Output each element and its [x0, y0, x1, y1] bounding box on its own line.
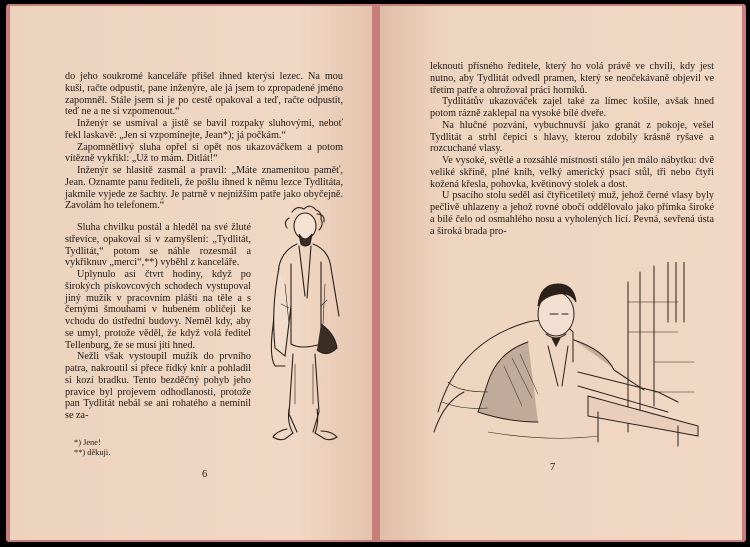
left-page-text-top [65, 71, 343, 212]
paragraph: U psacího stolu seděl asi čtyřicetiletý muž, jehož černé vlasy byly pečlivě uhlazeny a jehož rovné obočí oddělovalo jako přímka široké a bílé čelo od osmahlého nosu a vyholených lící. Pevná, sevřená ústa a široká brada pro- [430, 190, 714, 237]
right-page [380, 6, 742, 540]
left-page-text-column [65, 222, 251, 422]
footnotes [64, 438, 110, 457]
paragraph: Inženýr se hlasitě zasmál a pravil: „Máte znamenitou paměť, Jean. Oznamte panu řediteli, že pošlu ihned k němu lezce Tydlitáta, jakmile vyjede ze šachty. Je patrně v nejnižším patře jako obyčejně. Zavolám ho telefonem.“ [65, 165, 343, 212]
left-page [10, 6, 372, 540]
paragraph: leknouti přísného ředitele, který ho volá právě ve chvíli, kdy jest nutno, aby Tydlitát odvedl pramen, který se neočekávaně objevil ve třetím patře a ohrožoval práci horníků. [430, 61, 714, 96]
paragraph: Sluha chvilku postál a hleděl na své žluté střevíce, opakoval si v zamyšlení: „Tydlitát, Tydlitát,“ potom se náhle rozesmál a vykřiknuv „merci“,**) vyběhl z kanceláře. [65, 222, 251, 269]
footnote: *) Jene! [74, 438, 101, 447]
paragraph: Uplynulo asi čtvrt hodiny, když po širokých pískovcových schodech vystupoval jiný mužík v pracovním plášti na těle a s černými šmouhami v hubeném obličeji ke vchodu do ústřední budovy. Neměl kdy, aby se umyl, protože věděl, že když volá ředitel Tellenburg, že se musí jíti hned. [65, 269, 251, 351]
paragraph: Inženýr se usmíval a jistě se bavil rozpaky sluhovými, neboť řekl laskavě: „Jen si vzpomínejte, Jean*); já počkám.“ [65, 118, 343, 141]
page-number: 7 [550, 462, 556, 473]
paragraph: Tydlitátův ukazováček zajel také za límec košile, avšak hned potom rázně zaklepal na vysoké bílé dveře. [430, 96, 714, 119]
paragraph: Ve vysoké, světlé a rozsáhlé místnosti stálo jen málo nábytku: dvě veliké skříně, plné knih, velký americký psací stůl, tři nebo čtyři kožená křesla, pohovka, květinový stolek a dost. [430, 155, 714, 190]
paragraph: Na hlučné pozvání, vybuchnuvší jako granát z pokoje, vešel Tydlitát a strhl čepici s hlavy, kterou zdobily krásně ryšavé a rozcuchané vlasy. [430, 119, 714, 155]
paragraph: Nežli však vystoupil mužík do prvního patra, nakroutil si přece řídký knír a pohladil si kozí bradku. Tento bezděčný pohyb jeho pravice byl projevem odhodlanosti, protože pan Tydlitát nebál se ani rohatého a nemínil se za- [65, 351, 251, 421]
book-spread [6, 4, 746, 542]
footnote: **) děkuji. [74, 447, 111, 457]
right-page-text [430, 61, 714, 237]
paragraph: do jeho soukromé kanceláře přišel ihned kterýsi lezec. Na mou kuši, račte odpustit, pane inženýre, ale já jsem to zpropadené jméno zapomněl. Stále jsem si je po cestě opakoval a teď, račte odpustit, teď ne a ne si vzpomenout.“ [65, 71, 343, 118]
page-number: 6 [202, 469, 208, 480]
miner-illustration [255, 204, 360, 454]
director-illustration [428, 262, 718, 452]
paragraph: Zapomnětlivý sluha opřel si opět nos ukazováčkem a potom vítězně vykřikl: „Už to mám. Ditlát!“ [65, 141, 343, 165]
